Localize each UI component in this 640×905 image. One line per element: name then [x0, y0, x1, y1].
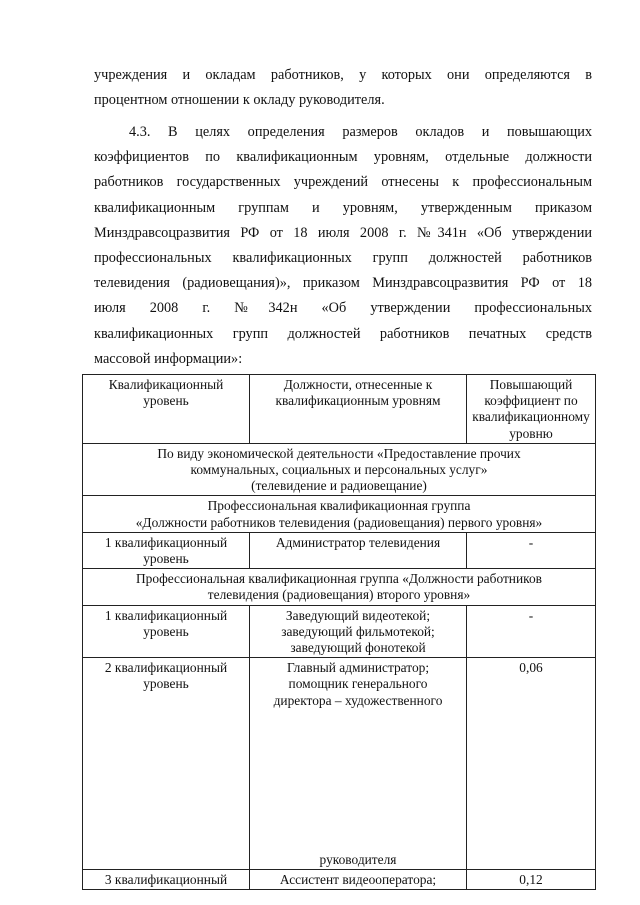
- group-line: «Должности работников телевидения (радиовещания) первого уровня»: [135, 514, 543, 530]
- position-line: помощник генерального: [288, 676, 428, 692]
- qualification-table: [82, 374, 596, 890]
- group-line: телевидения (радиовещания) второго уровня»: [207, 587, 471, 603]
- position-line-tail: руководителя: [319, 852, 397, 868]
- paragraph-intro: [94, 63, 592, 113]
- activity-line: По виду экономической деятельности «Предоставление прочих: [157, 445, 521, 461]
- positions-cell: [250, 658, 467, 870]
- position-line: директора – художественного: [273, 692, 443, 708]
- paragraph-4-3: [94, 120, 592, 372]
- coefficient-cell: 0,06: [467, 658, 596, 870]
- text-line: Минздравсоцразвития РФ от 18 июля 2008 г. №341н «Об утверждении: [94, 224, 592, 241]
- positions-cell: [250, 605, 467, 658]
- coefficient-cell: -: [467, 605, 596, 658]
- coefficient-cell: -: [467, 532, 596, 568]
- position-line: Заведующий видеотекой;: [285, 607, 431, 623]
- position-line: заведующий фонотекой: [290, 640, 426, 656]
- table-row: [83, 605, 596, 658]
- activity-cell: [83, 443, 596, 496]
- text-line: коэффициентов по квалификационным уровням, отдельные должности: [94, 149, 592, 166]
- position-line: заведующий фильмотекой;: [281, 623, 435, 639]
- table-row: [83, 532, 596, 568]
- level-cell: 2 квалификационный уровень: [83, 658, 250, 870]
- group-line: Профессиональная квалификационная группа «Должности работников: [136, 571, 542, 587]
- text-line: июля 2008 г. №342н «Об утверждении профессиональных: [94, 300, 592, 317]
- header-positions: Должности, отнесенные к квалификационным уровням: [250, 375, 467, 444]
- table-row: [83, 870, 596, 890]
- table-row: [83, 658, 596, 870]
- text-line: массовой информации»:: [94, 350, 243, 367]
- text-line: профессиональных квалификационных групп должностей работников: [94, 249, 592, 266]
- text-line: телевидения (радиовещания)», приказом Минздравсоцразвития РФ от 18: [94, 275, 592, 292]
- activity-line: (телевидение и радиовещание): [251, 478, 427, 494]
- position-line: Главный администратор;: [286, 660, 430, 676]
- text-line: квалификационных групп должностей работников печатных средств: [94, 325, 592, 342]
- group2-title: [83, 569, 596, 605]
- text-line: учреждения и окладам работников, у которых они определяются в: [94, 67, 592, 83]
- level-cell: 1 квалификационный уровень: [83, 532, 250, 568]
- header-level: Квалификационный уровень: [83, 375, 250, 444]
- group-row: [83, 496, 596, 532]
- text-line: работников государственных учреждений отнесены к профессиональным: [94, 174, 592, 191]
- activity-row: [83, 443, 596, 496]
- group-row: [83, 569, 596, 605]
- header-coefficient: Повышающий коэффициент по квалификационному уровню: [467, 375, 596, 444]
- group1-title: [83, 496, 596, 532]
- positions-cell: Ассистент видеооператора;: [250, 870, 467, 890]
- text-line: квалификационным группам и уровням, утвержденным приказом: [94, 199, 592, 216]
- text-line: процентном отношении к окладу руководителя.: [94, 92, 385, 109]
- group-line: Профессиональная квалификационная группа: [207, 498, 471, 514]
- level-cell: 3 квалификационный: [83, 870, 250, 890]
- level-cell: 1 квалификационный уровень: [83, 605, 250, 658]
- coefficient-cell: 0,12: [467, 870, 596, 890]
- text-line: 4.3. В целях определения размеров окладов и повышающих: [129, 124, 592, 140]
- table-header-row: [83, 375, 596, 444]
- activity-line: коммунальных, социальных и персональных услуг»: [190, 462, 488, 478]
- positions-cell: Администратор телевидения: [250, 532, 467, 568]
